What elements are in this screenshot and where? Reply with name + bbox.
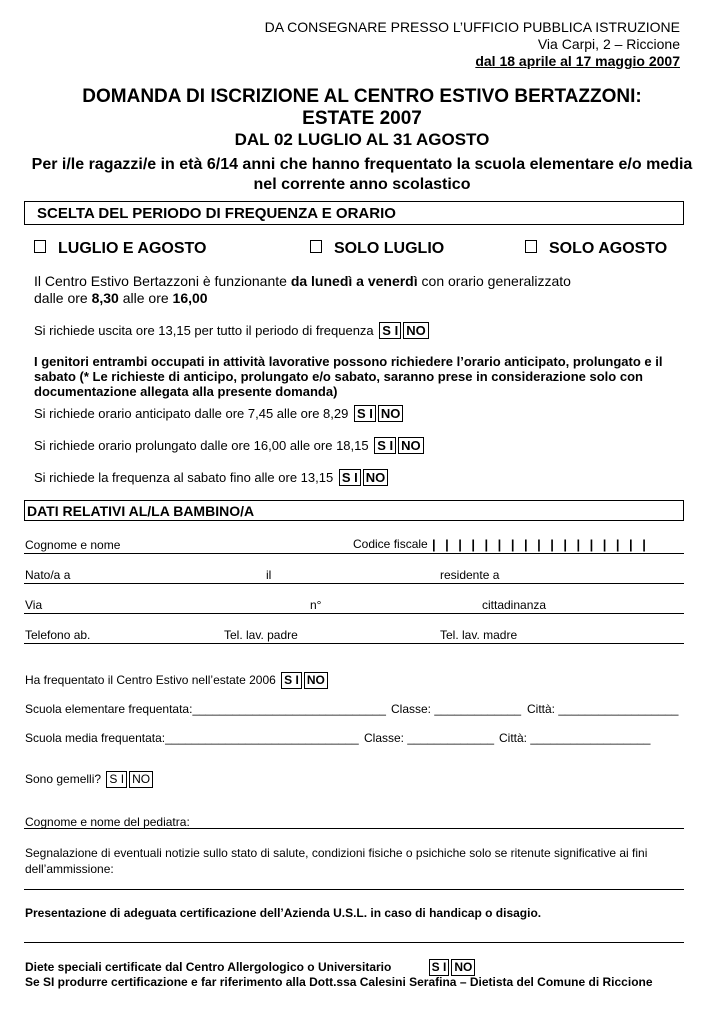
diet-note: Se SI produrre certificazione e far riferimento alla Dott.ssa Calesini Serafina – Dietista del Comune di Riccione	[25, 975, 653, 989]
diet-row: Diete speciali certificate dal Centro Allergologico o Universitario S I NO	[25, 959, 475, 976]
no-box[interactable]: NO	[451, 959, 475, 976]
street-label: Via	[25, 598, 43, 612]
form-title: DOMANDA DI ISCRIZIONE AL CENTRO ESTIVO BERTAZZONI:	[82, 86, 642, 107]
yes-box[interactable]: S I	[106, 771, 127, 788]
yes-box[interactable]: S I	[339, 469, 361, 486]
tax-code-label: Codice fiscale	[353, 537, 428, 551]
elementary-school-field[interactable]: Scuola elementare frequentata:_____________________________	[25, 702, 386, 716]
citizenship-label: cittadinanza	[482, 598, 547, 612]
option-luglio-agosto[interactable]: LUGLIO E AGOSTO	[34, 240, 206, 258]
health-note: Segnalazione di eventuali notizie sullo stato di salute, condizioni fisiche o psichiche solo se ritenute significative ai fini dell’ammissione:	[25, 846, 648, 876]
exit-request-row: Si richiede uscita ore 13,15 per tutto il periodo di frequenza S I NO	[34, 322, 429, 339]
handicap-note: Presentazione di adeguata certificazione dell’Azienda U.S.L. in caso di handicap o disagio.	[25, 906, 542, 920]
form-subtitle: Per i/le ragazzi/e in età 6/14 anni che hanno frequentato la scuola elementare e/o media nel corrente anno scolastico	[31, 156, 693, 193]
no-box[interactable]: NO	[398, 437, 424, 454]
option-solo-luglio[interactable]: SOLO LUGLIO	[310, 240, 444, 258]
residence-label: residente a	[440, 568, 500, 582]
number-label: n°	[310, 598, 322, 612]
late-hours-row: Si richiede orario prolungato dalle ore 16,00 alle ore 18,15 S I NO	[34, 437, 424, 454]
middle-city-field[interactable]: Città: __________________	[499, 731, 651, 745]
surname-name-label: Cognome e nome	[25, 538, 121, 552]
opening-days-text: Il Centro Estivo Bertazzoni è funzionante da lunedì a venerdì con orario generalizzato	[34, 273, 571, 289]
attended-2006-row: Ha frequentato il Centro Estivo nell’estate 2006 S I NO	[25, 672, 328, 689]
no-box[interactable]: NO	[378, 405, 404, 422]
health-line[interactable]	[24, 889, 684, 890]
form-title-year: ESTATE 2007	[302, 108, 422, 129]
no-box[interactable]: NO	[363, 469, 389, 486]
elementary-class-field[interactable]: Classe: _____________	[391, 702, 522, 716]
yes-box[interactable]: S I	[354, 405, 376, 422]
mother-phone-label: Tel. lav. madre	[440, 628, 518, 642]
middle-class-field[interactable]: Classe: _____________	[364, 731, 495, 745]
yes-box[interactable]: S I	[374, 437, 396, 454]
address-line[interactable]	[24, 613, 684, 614]
yes-box[interactable]: S I	[281, 672, 302, 689]
yes-box[interactable]: S I	[429, 959, 450, 976]
handicap-line[interactable]	[24, 942, 684, 943]
section-heading-child: DATI RELATIVI AL/LA BAMBINO/A	[27, 503, 255, 519]
yes-box[interactable]: S I	[379, 322, 401, 339]
office-street: Via Carpi, 2 – Riccione	[537, 36, 680, 52]
middle-school-field[interactable]: Scuola media frequentata:_____________________________	[25, 731, 359, 745]
birthplace-label: Nato/a a	[25, 568, 71, 582]
checkbox-icon[interactable]	[525, 240, 537, 253]
elementary-city-field[interactable]: Città: __________________	[527, 702, 679, 716]
father-phone-label: Tel. lav. padre	[224, 628, 298, 642]
phone-label: Telefono ab.	[25, 628, 91, 642]
parents-note: I genitori entrambi occupati in attività lavorative possono richiedere l’orario anticipato, prolungato e il sabato (* Le richieste di anticipo, prolungato e/o sabato, saranno prese in considerazione solo con documentazione allegata alla presente domanda)	[34, 354, 663, 399]
saturday-row: Si richiede la frequenza al sabato fino alle ore 13,15 S I NO	[34, 469, 388, 486]
section-heading-box	[24, 500, 684, 521]
form-dates: DAL 02 LUGLIO AL 31 AGOSTO	[234, 130, 490, 149]
checkbox-icon[interactable]	[34, 240, 46, 253]
twins-row: Sono gemelli? S I NO	[25, 771, 153, 788]
surname-line[interactable]	[24, 553, 684, 554]
option-solo-agosto[interactable]: SOLO AGOSTO	[525, 240, 667, 258]
tax-code-boxes[interactable]: |||||||||||||||||	[432, 537, 656, 552]
checkbox-icon[interactable]	[310, 240, 322, 253]
no-box[interactable]: NO	[304, 672, 328, 689]
office-address-line: DA CONSEGNARE PRESSO L’UFFICIO PUBBLICA ISTRUZIONE	[264, 19, 680, 35]
birth-line[interactable]	[24, 583, 684, 584]
pediatrician-line[interactable]	[24, 828, 684, 829]
submission-period: dal 18 aprile al 17 maggio 2007	[475, 53, 680, 69]
section-heading-period: SCELTA DEL PERIODO DI FREQUENZA E ORARIO	[37, 205, 396, 222]
no-box[interactable]: NO	[403, 322, 429, 339]
birthdate-label: il	[266, 568, 272, 582]
section-heading-box	[24, 201, 684, 225]
phone-line[interactable]	[24, 643, 684, 644]
no-box[interactable]: NO	[129, 771, 153, 788]
early-hours-row: Si richiede orario anticipato dalle ore 7,45 alle ore 8,29 S I NO	[34, 405, 403, 422]
pediatrician-label: Cognome e nome del pediatra:	[25, 815, 190, 829]
opening-hours-text: dalle ore 8,30 alle ore 16,00	[34, 290, 208, 306]
